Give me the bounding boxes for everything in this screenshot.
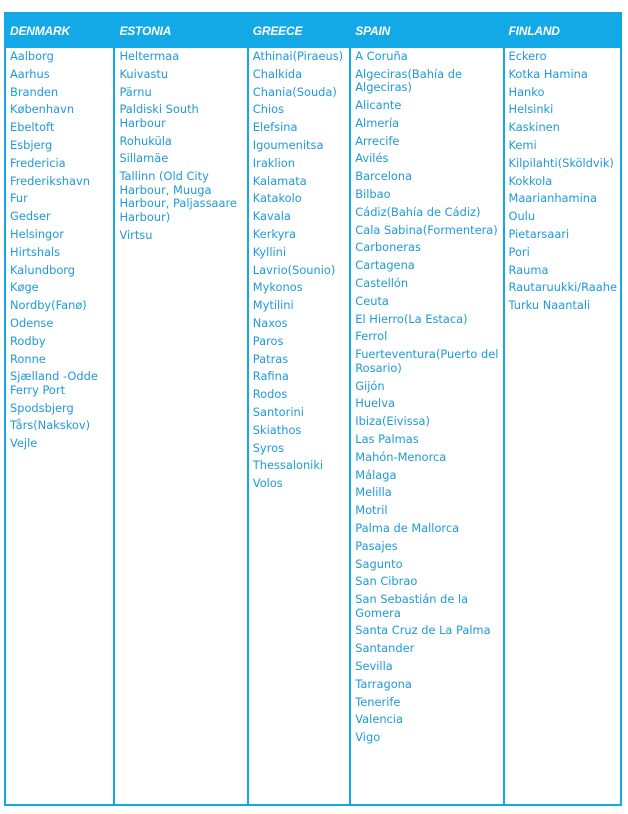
port-link[interactable]: Igoumenitsa (252, 137, 324, 152)
port-link[interactable]: København (10, 102, 75, 117)
port-link[interactable]: Sjælland -Odde Ferry Port (10, 369, 98, 397)
port-link[interactable]: Naxos (252, 315, 288, 330)
port-link[interactable]: Tallinn (Old City Harbour, Muuga Harbour, Paljassaare Harbour) (119, 169, 237, 224)
port-link[interactable]: Kalamata (252, 173, 307, 188)
port-link[interactable]: Rafina (252, 369, 289, 384)
port-link[interactable]: Hirtshals (10, 244, 61, 259)
port-link[interactable]: Volos (252, 476, 283, 491)
column-estonia (113, 14, 246, 804)
port-link[interactable]: Aalborg (10, 49, 54, 63)
port-link[interactable]: Odense (10, 315, 54, 330)
port-link[interactable]: Sevilla (355, 659, 393, 673)
port-link[interactable]: Kuivastu (119, 66, 169, 81)
column-header: FINLAND (505, 14, 620, 48)
port-link[interactable]: Katakolo (252, 191, 302, 206)
column-greece (247, 14, 349, 804)
port-link[interactable]: Mahón-Menorca (355, 449, 447, 464)
port-link[interactable]: Paros (252, 333, 284, 348)
port-link[interactable]: Kyllini (252, 244, 287, 259)
port-link[interactable]: Chania(Souda) (252, 84, 337, 99)
port-link[interactable]: Rauma (508, 262, 549, 277)
port-link[interactable]: Kaskinen (508, 120, 560, 135)
port-link[interactable]: Tarragona (355, 676, 412, 691)
column-finland (503, 14, 620, 804)
port-link[interactable]: Nordby(Fanø) (10, 298, 87, 313)
port-link[interactable]: Rodby (10, 333, 46, 348)
port-link[interactable]: Eckero (508, 49, 547, 63)
port-link[interactable]: Kokkola (508, 173, 553, 188)
port-link[interactable]: Aarhus (10, 66, 50, 81)
port-list (505, 48, 620, 804)
port-link[interactable]: Lavrio(Sounio) (252, 262, 336, 277)
port-link[interactable]: Helsinki (508, 102, 554, 117)
column-spain (349, 14, 502, 804)
port-link[interactable]: Avilés (355, 151, 389, 166)
port-link[interactable]: Fuerteventura(Puerto del Rosario) (355, 347, 499, 375)
port-link[interactable]: Thessaloniki (252, 458, 324, 473)
port-link[interactable]: Ronne (10, 351, 46, 366)
port-link[interactable]: Ebeltoft (10, 120, 55, 135)
port-list (115, 48, 246, 804)
port-link[interactable]: Syros (252, 440, 285, 455)
port-link[interactable]: Vigo (355, 730, 381, 745)
port-link[interactable]: Patras (252, 351, 289, 366)
port-link[interactable]: Gijón (355, 378, 385, 393)
port-link[interactable]: Sillamäe (119, 151, 169, 166)
port-link[interactable]: Helsingor (10, 226, 64, 241)
port-link[interactable]: Las Palmas (355, 431, 419, 446)
port-link[interactable]: Arrecife (355, 133, 400, 148)
port-link[interactable]: Bilbao (355, 187, 391, 202)
port-link[interactable]: Ibiza(Eivissa) (355, 414, 430, 429)
port-link[interactable]: Rautaruukki/Raahe (508, 280, 617, 295)
port-list (351, 48, 502, 804)
port-link[interactable]: Elefsina (252, 120, 298, 135)
port-list (6, 48, 113, 804)
port-link[interactable]: Cala Sabina(Formentera) (355, 222, 498, 237)
port-list (249, 48, 349, 804)
port-link[interactable]: Almería (355, 115, 400, 130)
port-link[interactable]: Barcelona (355, 169, 413, 184)
port-link[interactable]: Hanko (508, 84, 545, 99)
port-link[interactable]: Santa Cruz de La Palma (355, 623, 491, 638)
column-header: GREECE (249, 14, 349, 48)
port-link[interactable]: Iraklion (252, 155, 295, 170)
port-link[interactable]: Oulu (508, 209, 536, 224)
port-link[interactable]: Chalkida (252, 66, 303, 81)
port-link[interactable]: Málaga (355, 467, 397, 482)
port-link[interactable]: Spodsbjerg (10, 400, 74, 415)
port-link[interactable]: Rodos (252, 387, 288, 402)
port-link[interactable]: Castellón (355, 276, 409, 291)
port-link[interactable]: Kalundborg (10, 262, 75, 277)
port-link[interactable]: Tenerife (355, 694, 401, 709)
port-link[interactable]: Pasajes (355, 538, 398, 553)
port-link[interactable]: Heltermaa (119, 49, 180, 63)
port-link[interactable]: Motril (355, 503, 388, 518)
port-link[interactable]: Mykonos (252, 280, 303, 295)
port-link[interactable]: Frederikshavn (10, 173, 90, 188)
port-link[interactable]: Fur (10, 191, 28, 206)
port-link[interactable]: Køge (10, 280, 39, 295)
port-link[interactable]: Virtsu (119, 227, 153, 242)
port-link[interactable]: Santorini (252, 404, 304, 419)
port-link[interactable]: Melilla (355, 485, 392, 500)
port-link[interactable]: Huelva (355, 396, 395, 411)
port-link[interactable]: Gedser (10, 209, 51, 224)
column-header: DENMARK (6, 14, 113, 48)
port-link[interactable]: Branden (10, 84, 59, 99)
port-link[interactable]: Kemi (508, 137, 537, 152)
port-link[interactable]: San Cibrao (355, 574, 418, 589)
column-header: SPAIN (351, 14, 502, 48)
port-link[interactable]: Fredericia (10, 155, 66, 170)
port-link[interactable]: Kilpilahti(Sköldvik) (508, 155, 614, 170)
port-link[interactable]: Pori (508, 244, 530, 259)
port-link[interactable]: Palma de Mallorca (355, 520, 460, 535)
port-link[interactable]: Rohuküla (119, 133, 172, 148)
column-header: ESTONIA (115, 14, 246, 48)
port-link[interactable]: Ferrol (355, 329, 388, 344)
port-link[interactable]: Carboneras (355, 240, 421, 255)
ports-table (4, 12, 622, 806)
port-link[interactable]: Athinai(Piraeus) (252, 49, 344, 63)
port-link[interactable]: San Sebastián de la Gomera (355, 592, 469, 620)
port-link[interactable]: Alicante (355, 98, 402, 113)
port-link[interactable]: El Hierro(La Estaca) (355, 311, 468, 326)
port-link[interactable]: Tårs(Nakskov) (10, 418, 91, 433)
port-link[interactable]: Esbjerg (10, 137, 53, 152)
port-link[interactable]: Cádiz(Bahía de Cádiz) (355, 204, 481, 219)
port-link[interactable]: Pietarsaari (508, 226, 570, 241)
port-link[interactable]: Valencia (355, 712, 403, 727)
column-denmark (6, 14, 113, 804)
port-link[interactable]: Sagunto (355, 556, 403, 571)
port-link[interactable]: Skiathos (252, 422, 302, 437)
port-link[interactable]: Ceuta (355, 293, 389, 308)
port-link[interactable]: Kerkyra (252, 226, 296, 241)
port-link[interactable]: Turku Naantali (508, 298, 591, 313)
port-link[interactable]: Algeciras(Bahía de Algeciras) (355, 66, 462, 95)
port-link[interactable]: Pärnu (119, 84, 152, 99)
port-link[interactable]: Paldiski South Harbour (119, 102, 199, 130)
port-link[interactable]: Chios (252, 102, 285, 117)
port-link[interactable]: Maarianhamina (508, 191, 597, 206)
port-link[interactable]: A Coruña (355, 49, 408, 63)
port-link[interactable]: Kotka Hamina (508, 66, 588, 81)
port-link[interactable]: Kavala (252, 209, 291, 224)
port-link[interactable]: Santander (355, 641, 415, 656)
port-link[interactable]: Mytilini (252, 298, 294, 313)
port-link[interactable]: Cartagena (355, 258, 415, 273)
port-link[interactable]: Vejle (10, 436, 38, 451)
